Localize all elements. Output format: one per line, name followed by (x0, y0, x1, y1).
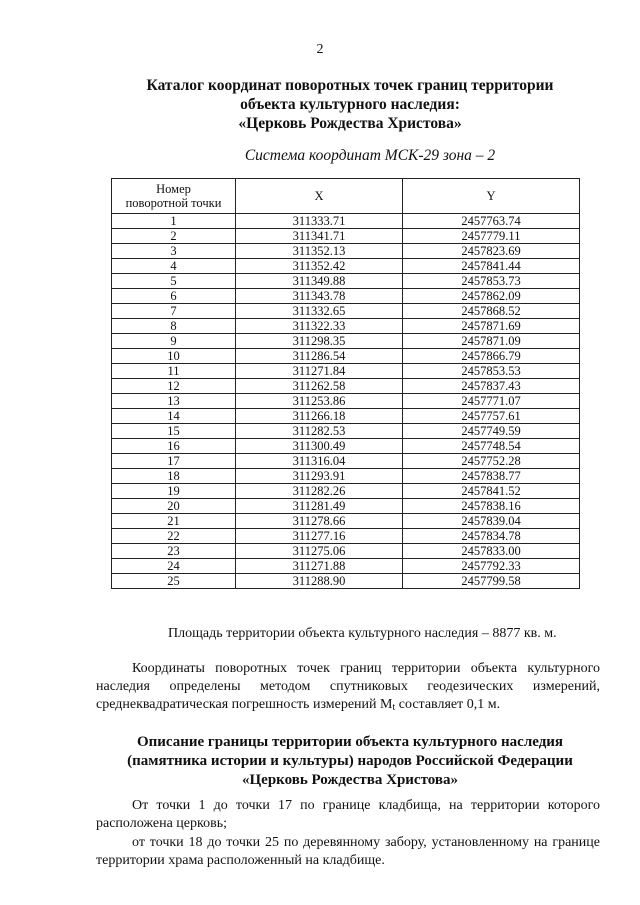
cell-point-number: 14 (112, 409, 236, 424)
cell-x: 311266.18 (236, 409, 403, 424)
cell-x: 311332.65 (236, 304, 403, 319)
coordinates-accuracy-note (96, 660, 600, 717)
header-point-number (112, 179, 236, 214)
table-row (112, 394, 580, 409)
coordinate-system-subtitle: Система координат МСК-29 зона – 2 (244, 147, 496, 164)
header-point-number-line-1: Номер (156, 182, 191, 196)
table-row (112, 424, 580, 439)
cell-y: 2457779.11 (403, 229, 580, 244)
page-number: 2 (316, 42, 324, 57)
cell-x: 311271.88 (236, 559, 403, 574)
table-row (112, 319, 580, 334)
accuracy-note-text: Координаты поворотных точек границ территории объекта культурного наследия определены методом спутниковых геодезических измерений, среднеквадратическая погрешность измерений M (96, 661, 600, 712)
cell-point-number: 21 (112, 514, 236, 529)
cell-x: 311343.78 (236, 289, 403, 304)
boundary-description-paragraph-2: от точки 18 до точки 25 по деревянному забору, установленному на границе территории храма расположенный на кладбище. (96, 835, 600, 868)
cell-y: 2457838.16 (403, 499, 580, 514)
cell-y: 2457833.00 (403, 544, 580, 559)
table-row (112, 439, 580, 454)
cell-x: 311282.53 (236, 424, 403, 439)
cell-y: 2457838.77 (403, 469, 580, 484)
cell-y: 2457853.53 (403, 364, 580, 379)
table-row (112, 469, 580, 484)
cell-x: 311278.66 (236, 514, 403, 529)
accuracy-note-text-end: составляет 0,1 м. (395, 697, 501, 712)
cell-point-number: 6 (112, 289, 236, 304)
cell-point-number: 7 (112, 304, 236, 319)
cell-y: 2457871.09 (403, 334, 580, 349)
cell-point-number: 3 (112, 244, 236, 259)
table-row (112, 409, 580, 424)
cell-point-number: 23 (112, 544, 236, 559)
cell-x: 311253.86 (236, 394, 403, 409)
cell-y: 2457771.07 (403, 394, 580, 409)
table-row (112, 259, 580, 274)
cell-y: 2457853.73 (403, 274, 580, 289)
cell-y: 2457834.78 (403, 529, 580, 544)
cell-point-number: 11 (112, 364, 236, 379)
header-point-number-line-2: поворотной точки (125, 196, 222, 210)
cell-y: 2457841.44 (403, 259, 580, 274)
cell-point-number: 9 (112, 334, 236, 349)
cell-point-number: 22 (112, 529, 236, 544)
cell-x: 311277.16 (236, 529, 403, 544)
cell-x: 311288.90 (236, 574, 403, 589)
table-row (112, 349, 580, 364)
catalog-title-line-1: Каталог координат поворотных точек границ территории (146, 77, 554, 94)
cell-x: 311281.49 (236, 499, 403, 514)
cell-point-number: 1 (112, 214, 236, 229)
header-x: X (236, 179, 403, 214)
cell-x: 311352.42 (236, 259, 403, 274)
catalog-title-line-3: «Церковь Рождества Христова» (238, 115, 462, 132)
cell-point-number: 13 (112, 394, 236, 409)
table-row (112, 244, 580, 259)
table-row (112, 334, 580, 349)
table-row (112, 574, 580, 589)
cell-y: 2457757.61 (403, 409, 580, 424)
table-body (112, 214, 580, 589)
table-row (112, 484, 580, 499)
cell-point-number: 8 (112, 319, 236, 334)
cell-y: 2457862.09 (403, 289, 580, 304)
accuracy-note-subscript: t (392, 702, 396, 713)
cell-y: 2457871.69 (403, 319, 580, 334)
cell-x: 311316.04 (236, 454, 403, 469)
table-row (112, 499, 580, 514)
cell-x: 311271.84 (236, 364, 403, 379)
cell-y: 2457763.74 (403, 214, 580, 229)
table-row (112, 514, 580, 529)
cell-x: 311282.26 (236, 484, 403, 499)
cell-y: 2457837.43 (403, 379, 580, 394)
table-row (112, 529, 580, 544)
table-row (112, 214, 580, 229)
cell-x: 311341.71 (236, 229, 403, 244)
boundary-description-title-line-1: Описание границы территории объекта культурного наследия (136, 734, 564, 750)
boundary-description-title-line-2: (памятника истории и культуры) народов Российской Федерации (127, 753, 573, 769)
cell-point-number: 4 (112, 259, 236, 274)
cell-y: 2457748.54 (403, 439, 580, 454)
cell-point-number: 25 (112, 574, 236, 589)
cell-x: 311275.06 (236, 544, 403, 559)
cell-point-number: 18 (112, 469, 236, 484)
cell-point-number: 16 (112, 439, 236, 454)
cell-x: 311293.91 (236, 469, 403, 484)
header-y: Y (403, 179, 580, 214)
cell-x: 311262.58 (236, 379, 403, 394)
cell-x: 311286.54 (236, 349, 403, 364)
cell-y: 2457752.28 (403, 454, 580, 469)
boundary-description-paragraph-1: От точки 1 до точки 17 по границе кладбища, на территории которого расположена церковь; (96, 798, 600, 831)
cell-x: 311298.35 (236, 334, 403, 349)
cell-y: 2457792.33 (403, 559, 580, 574)
cell-x: 311300.49 (236, 439, 403, 454)
table-header-row (112, 179, 580, 214)
table-row (112, 544, 580, 559)
catalog-title (80, 76, 620, 133)
catalog-title-line-2: объекта культурного наследия: (240, 96, 460, 113)
cell-point-number: 15 (112, 424, 236, 439)
cell-y: 2457749.59 (403, 424, 580, 439)
table-row (112, 289, 580, 304)
cell-y: 2457866.79 (403, 349, 580, 364)
cell-x: 311349.88 (236, 274, 403, 289)
boundary-description-title (96, 733, 604, 790)
boundary-description-title-line-3: «Церковь Рождества Христова» (242, 772, 458, 788)
area-text: Площадь территории объекта культурного наследия – 8877 кв. м. (168, 626, 557, 641)
table-row (112, 364, 580, 379)
cell-point-number: 5 (112, 274, 236, 289)
cell-x: 311352.13 (236, 244, 403, 259)
table-row (112, 379, 580, 394)
cell-x: 311322.33 (236, 319, 403, 334)
cell-y: 2457799.58 (403, 574, 580, 589)
cell-point-number: 20 (112, 499, 236, 514)
cell-point-number: 2 (112, 229, 236, 244)
cell-point-number: 12 (112, 379, 236, 394)
cell-y: 2457839.04 (403, 514, 580, 529)
cell-y: 2457868.52 (403, 304, 580, 319)
table-row (112, 229, 580, 244)
cell-point-number: 19 (112, 484, 236, 499)
cell-point-number: 17 (112, 454, 236, 469)
cell-y: 2457841.52 (403, 484, 580, 499)
table-row (112, 274, 580, 289)
cell-x: 311333.71 (236, 214, 403, 229)
cell-point-number: 10 (112, 349, 236, 364)
coordinates-table (111, 178, 580, 589)
table-row (112, 454, 580, 469)
table-row (112, 559, 580, 574)
cell-point-number: 24 (112, 559, 236, 574)
cell-y: 2457823.69 (403, 244, 580, 259)
table-row (112, 304, 580, 319)
